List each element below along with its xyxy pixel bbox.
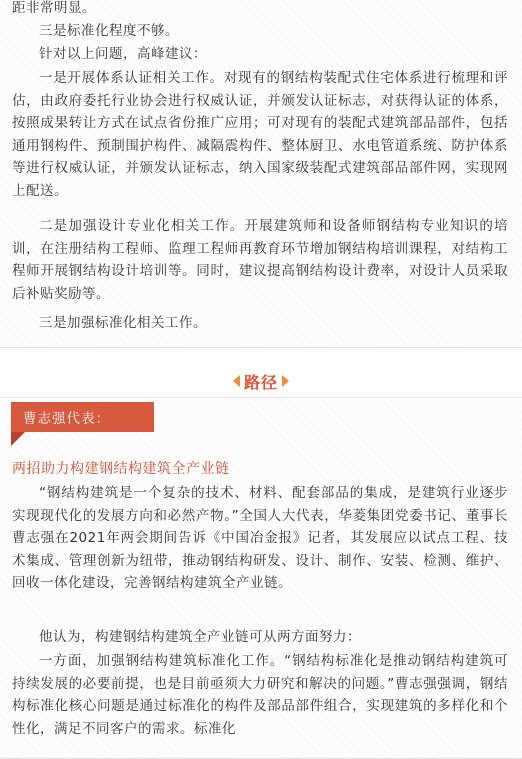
article-subtitle: 两招助力构建钢结构建筑全产业链: [12, 461, 230, 477]
paragraph-standardization-work: 一方面，加强钢结构建筑标准化工作。“钢结构标准化是推动钢结构建筑可持续发展的必要前提，也是目前亟须大力研究和解决的问题。”曹志强强调，钢结构标准化核心问题是通过标准化的构件及部品部件组合，实现建筑的多样化和个性化，满足不同客户的需求。标准化: [12, 653, 508, 737]
chevron-left-icon: [233, 375, 240, 387]
paragraph-certification: 一是开展体系认证相关工作。对现有的钢结构装配式住宅体系进行梳理和评估，由政府委托行业协会进行权威认证，并颁发认证标志，对获得认证的体系，按照成果转让方式在试点省份推广应用；可对现有的装配式建筑部品部件，包括通用钢构件、预制围护构件、减隔震构件、整体厨卫、水电管道系统、防护体系等进行权威认证，并颁发认证标志，纳入国家级装配式建筑部品部件网，实现网上配送。: [12, 70, 508, 199]
paragraph-standardization-issue: 三是标准化程度不够。: [39, 23, 179, 39]
speaker-label-text: 曹志强代表：: [11, 402, 154, 432]
paragraph-two-ways: 他认为，构建钢结构建筑全产业链可从两方面努力：: [39, 629, 361, 645]
label-fold-corner: [11, 432, 25, 446]
section-header: [0, 368, 522, 394]
paragraph-standardization: 三是加强标准化相关工作。: [39, 315, 207, 331]
paragraph-tail: 距非常明显。: [12, 0, 96, 16]
section-title: 路径: [243, 372, 278, 392]
content-box-upper: [0, 0, 522, 348]
paragraph-design-specialization: 二是加强设计专业化相关工作。开展建筑师和设备师钢结构专业知识的培训，在注册结构工程师、监理工程师再教育环节增加钢结构培训课程，对结构工程师开展钢结构设计培训等。同时，建议提高钢结构设计费率，对设计人员采取后补贴奖励等。: [12, 218, 508, 302]
speaker-label: [11, 402, 161, 448]
chevron-right-icon: [282, 375, 289, 387]
paragraph-suggestion-intro: 针对以上问题，高峰建议：: [39, 46, 207, 62]
paragraph-quote: “钢结构建筑是一个复杂的技术、材料、配套部品的集成，是建筑行业逐步实现现代化的发展方向和必然产物。”全国人大代表，华菱集团党委书记、董事长曹志强在2021年两会期间告诉《中国冶金报》记者，其发展应以试点工程、技术集成、管理创新为纽带，推动钢结构研发、设计、制作、安装、检测、维护、回收一体化建设，完善钢结构建筑全产业链。: [12, 485, 508, 592]
